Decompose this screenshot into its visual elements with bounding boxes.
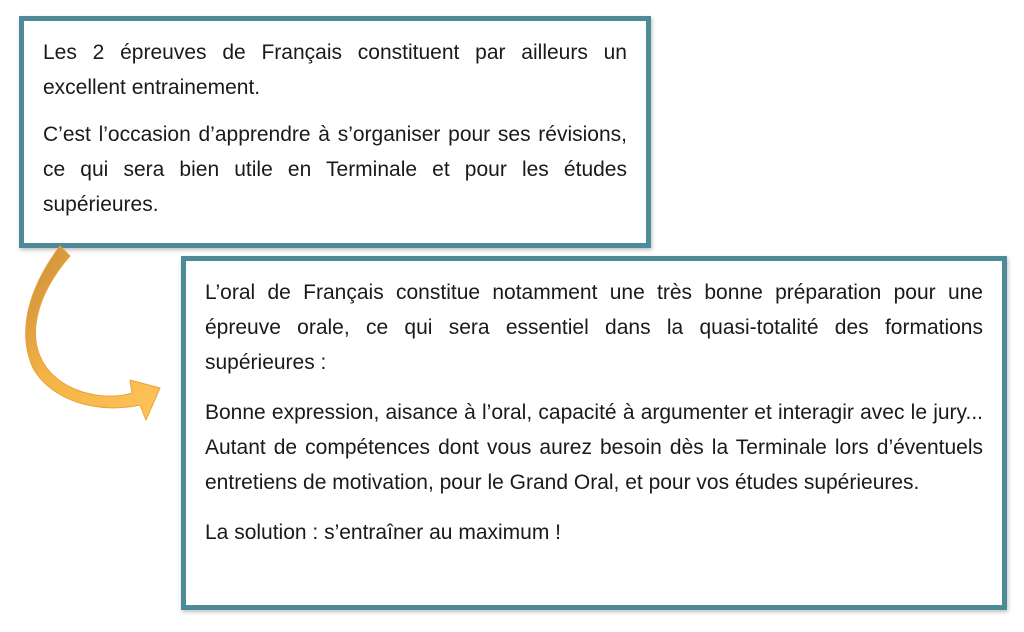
top-paragraph-2: C’est l’occasion d’apprendre à s’organiser pour ses révisions, ce qui sera bien utile en Terminale et pour les études supérieures. (43, 123, 627, 216)
bottom-paragraph-1: L’oral de Français constitue notamment une très bonne préparation pour une épreuve orale, ce qui sera essentiel dans la quasi-totalité des formations supérieures : (205, 281, 983, 374)
curved-arrow-body (26, 246, 160, 420)
bottom-paragraph-2: Bonne expression, aisance à l’oral, capacité à argumenter et interagir avec le jury... Autant de compétences dont vous aurez besoin dès la Terminale lors d’éventuels entretiens de motivation, pour le Grand Oral, et pour vos études supérieures. (205, 401, 983, 494)
top-text-box (19, 16, 651, 248)
bottom-text-box (181, 256, 1007, 610)
top-paragraph-1: Les 2 épreuves de Français constituent par ailleurs un excellent entrainement. (43, 41, 627, 99)
bottom-paragraph-3: La solution : s’entraîner au maximum ! (205, 521, 561, 544)
